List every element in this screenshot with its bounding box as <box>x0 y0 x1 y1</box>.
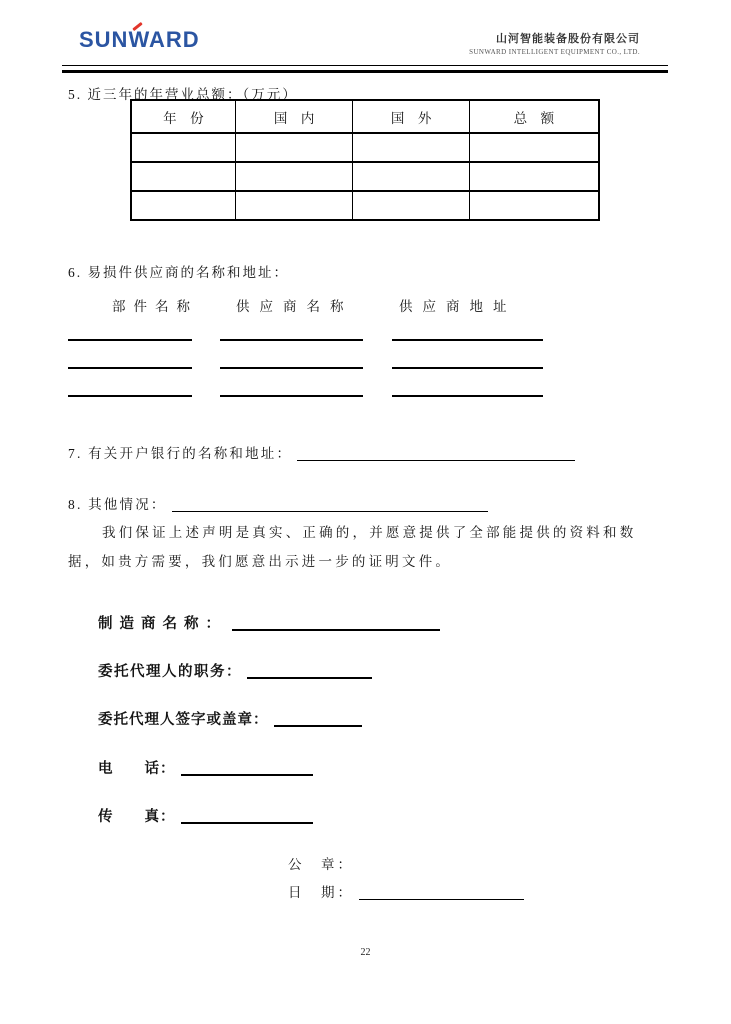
blank-line <box>274 710 362 727</box>
company-name-block <box>469 30 640 56</box>
header-rule <box>62 65 668 73</box>
revenue-cell <box>469 133 599 162</box>
revenue-table-row <box>131 133 599 162</box>
seal-row <box>288 853 354 873</box>
blank-line <box>220 367 363 369</box>
blank-line <box>392 395 543 397</box>
page-number: 22 <box>360 947 371 958</box>
section-7-label: 7. 有关开户银行的名称和地址： <box>68 446 293 461</box>
blank-line <box>232 614 440 631</box>
declaration-paragraph: 我们保证上述声明是真实、正确的，并愿意提供了全部能提供的资料和数据，如贵方需要，我们愿意出示进一步的证明文件。 <box>68 525 637 569</box>
revenue-cell <box>353 191 470 220</box>
phone-label: 电 话： <box>98 761 176 777</box>
date-row <box>288 881 524 901</box>
agent-title-row <box>98 660 372 681</box>
revenue-table-row <box>131 162 599 191</box>
section-8-row <box>68 493 488 513</box>
revenue-col-foreign: 国 外 <box>353 100 470 133</box>
blank-line <box>220 395 363 397</box>
revenue-cell <box>235 162 352 191</box>
blank-line <box>181 807 313 824</box>
revenue-table-row <box>131 191 599 220</box>
fax-label: 传 真： <box>98 809 176 825</box>
company-name-en: SUNWARD INTELLIGENT EQUIPMENT CO., LTD. <box>469 48 640 56</box>
section-6-heading: 6. 易损件供应商的名称和地址： <box>68 265 289 280</box>
agent-signature-label: 委托代理人签字或盖章： <box>98 712 269 728</box>
blank-line <box>172 497 488 512</box>
revenue-cell <box>131 133 235 162</box>
phone-row <box>98 757 313 778</box>
revenue-cell <box>469 191 599 220</box>
agent-title-label: 委托代理人的职务： <box>98 664 242 680</box>
blank-line <box>297 446 575 461</box>
section-5-heading: 5. 近三年的年营业总额：（万元） <box>68 87 298 102</box>
manufacturer-name-label: 制造商名称： <box>98 616 227 632</box>
revenue-cell <box>131 191 235 220</box>
revenue-col-year: 年 份 <box>131 100 235 133</box>
revenue-cell <box>353 133 470 162</box>
revenue-cell <box>235 191 352 220</box>
sunward-logo-text: SUNWARD <box>79 27 200 52</box>
sunward-logo <box>79 27 200 53</box>
blank-line <box>359 885 524 900</box>
blank-line <box>247 662 372 679</box>
date-label: 日 期： <box>288 885 354 900</box>
revenue-cell <box>469 162 599 191</box>
seal-label: 公 章： <box>288 857 354 872</box>
revenue-cell <box>353 162 470 191</box>
blank-line <box>68 395 192 397</box>
manufacturer-name-row <box>98 612 440 633</box>
blank-line <box>392 367 543 369</box>
section-8-label: 8. 其他情况： <box>68 497 167 512</box>
blank-line <box>220 339 363 341</box>
blank-line <box>68 367 192 369</box>
revenue-table <box>130 99 600 221</box>
column-header-part-name: 部件名称 <box>112 299 198 314</box>
blank-line <box>392 339 543 341</box>
column-header-supplier-address: 供应商地址 <box>399 299 517 314</box>
column-header-supplier-name: 供应商名称 <box>236 299 354 314</box>
section-7-row <box>68 442 575 462</box>
company-name-cn: 山河智能装备股份有限公司 <box>496 33 640 45</box>
blank-line <box>181 759 313 776</box>
revenue-col-total: 总 额 <box>469 100 599 133</box>
revenue-table-header-row <box>131 100 599 133</box>
fax-row <box>98 805 313 826</box>
agent-signature-row <box>98 708 362 729</box>
revenue-cell <box>235 133 352 162</box>
revenue-col-domestic: 国 内 <box>235 100 352 133</box>
revenue-cell <box>131 162 235 191</box>
blank-line <box>68 339 192 341</box>
